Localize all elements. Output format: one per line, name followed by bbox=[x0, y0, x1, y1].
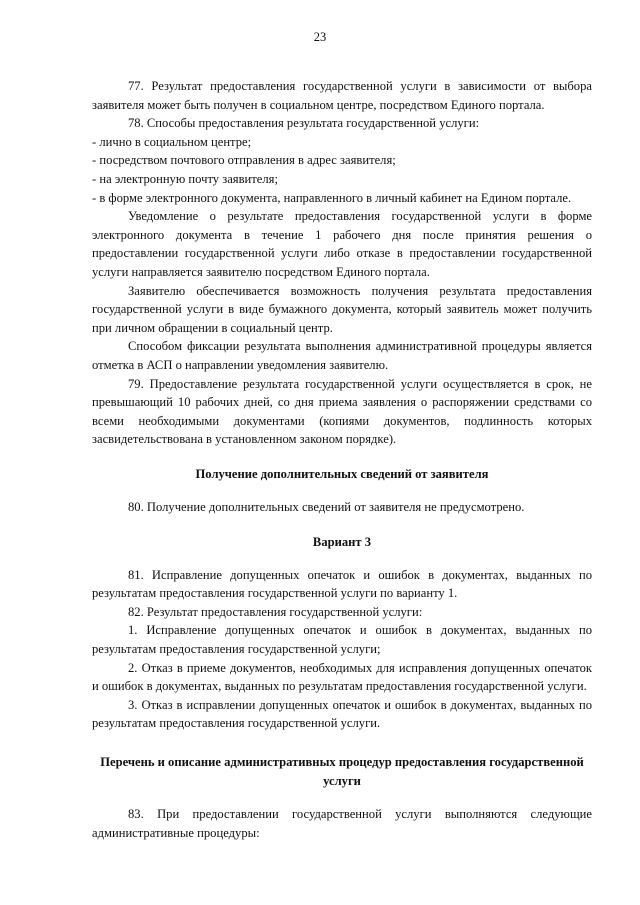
list-item-82-2: 2. Отказ в приеме документов, необходимых для исправления допущенных опечаток и ошибок в документах, выданных по результатам предоставления государственной услуги. bbox=[92, 660, 592, 694]
document-body bbox=[92, 77, 592, 842]
paragraph-78: 78. Способы предоставления результата государственной услуги: bbox=[128, 116, 480, 131]
paragraph-80: 80. Получение дополнительных сведений от заявителя не предусмотрено. bbox=[128, 500, 525, 515]
list-item-82-1: 1. Исправление допущенных опечаток и ошибок в документах, выданных по результатам предоставления государственной услуги; bbox=[92, 623, 592, 657]
paragraph-81: 81. Исправление допущенных опечаток и ошибок в документах, выданных по результатам предоставления государственной услуги по варианту 1. bbox=[92, 567, 592, 601]
section-heading-additional-info: Получение дополнительных сведений от заявителя bbox=[195, 466, 489, 481]
page-number: 23 bbox=[313, 30, 327, 44]
list-item-78-3: - на электронную почту заявителя; bbox=[92, 171, 278, 186]
paragraph-82: 82. Результат предоставления государственной услуги: bbox=[128, 604, 423, 619]
section-heading-procedures: Перечень и описание административных процедур предоставления государственной услуги bbox=[100, 755, 584, 788]
paragraph-paper-document: Заявителю обеспечивается возможность получения результата предоставления государственной услуги в виде бумажного документа, который заявитель может получить при личном обращении в социальный центр. bbox=[92, 283, 592, 335]
list-item-78-2: - посредством почтового отправления в адрес заявителя; bbox=[92, 153, 396, 168]
paragraph-fixation: Способом фиксации результата выполнения административной процедуры является отметка в АСП о направлении уведомления заявителю. bbox=[92, 339, 592, 372]
paragraph-83: 83. При предоставлении государственной услуги выполняются следующие административные процедуры: bbox=[92, 807, 592, 840]
list-item-78-1: - лично в социальном центре; bbox=[92, 134, 252, 149]
list-item-78-4: - в форме электронного документа, направленного в личный кабинет на Едином портале. bbox=[92, 190, 572, 205]
section-heading-variant-3: Вариант 3 bbox=[312, 535, 372, 550]
paragraph-77: 77. Результат предоставления государственной услуги в зависимости от выбора заявителя может быть получен в социальном центре, посредством Единого портала. bbox=[92, 79, 592, 112]
list-item-82-3: 3. Отказ в исправлении допущенных опечаток и ошибок в документах, выданных по результатам предоставления государственной услуги. bbox=[92, 697, 592, 731]
paragraph-notification: Уведомление о результате предоставления государственной услуги в форме электронного документа в течение 1 рабочего дня после принятия решения о предоставлении государственной услуги либо отказе в предоставлении государственной услуги направляется заявителю посредством Единого портала. bbox=[92, 209, 592, 279]
paragraph-79: 79. Предоставление результата государственной услуги осуществляется в срок, не превышающий 10 рабочих дней, со дня приема заявления о распоряжении средствами со всеми необходимыми документами (копиями документов, подлинность которых засвидетельствована в установленном законом порядке). bbox=[92, 376, 592, 447]
